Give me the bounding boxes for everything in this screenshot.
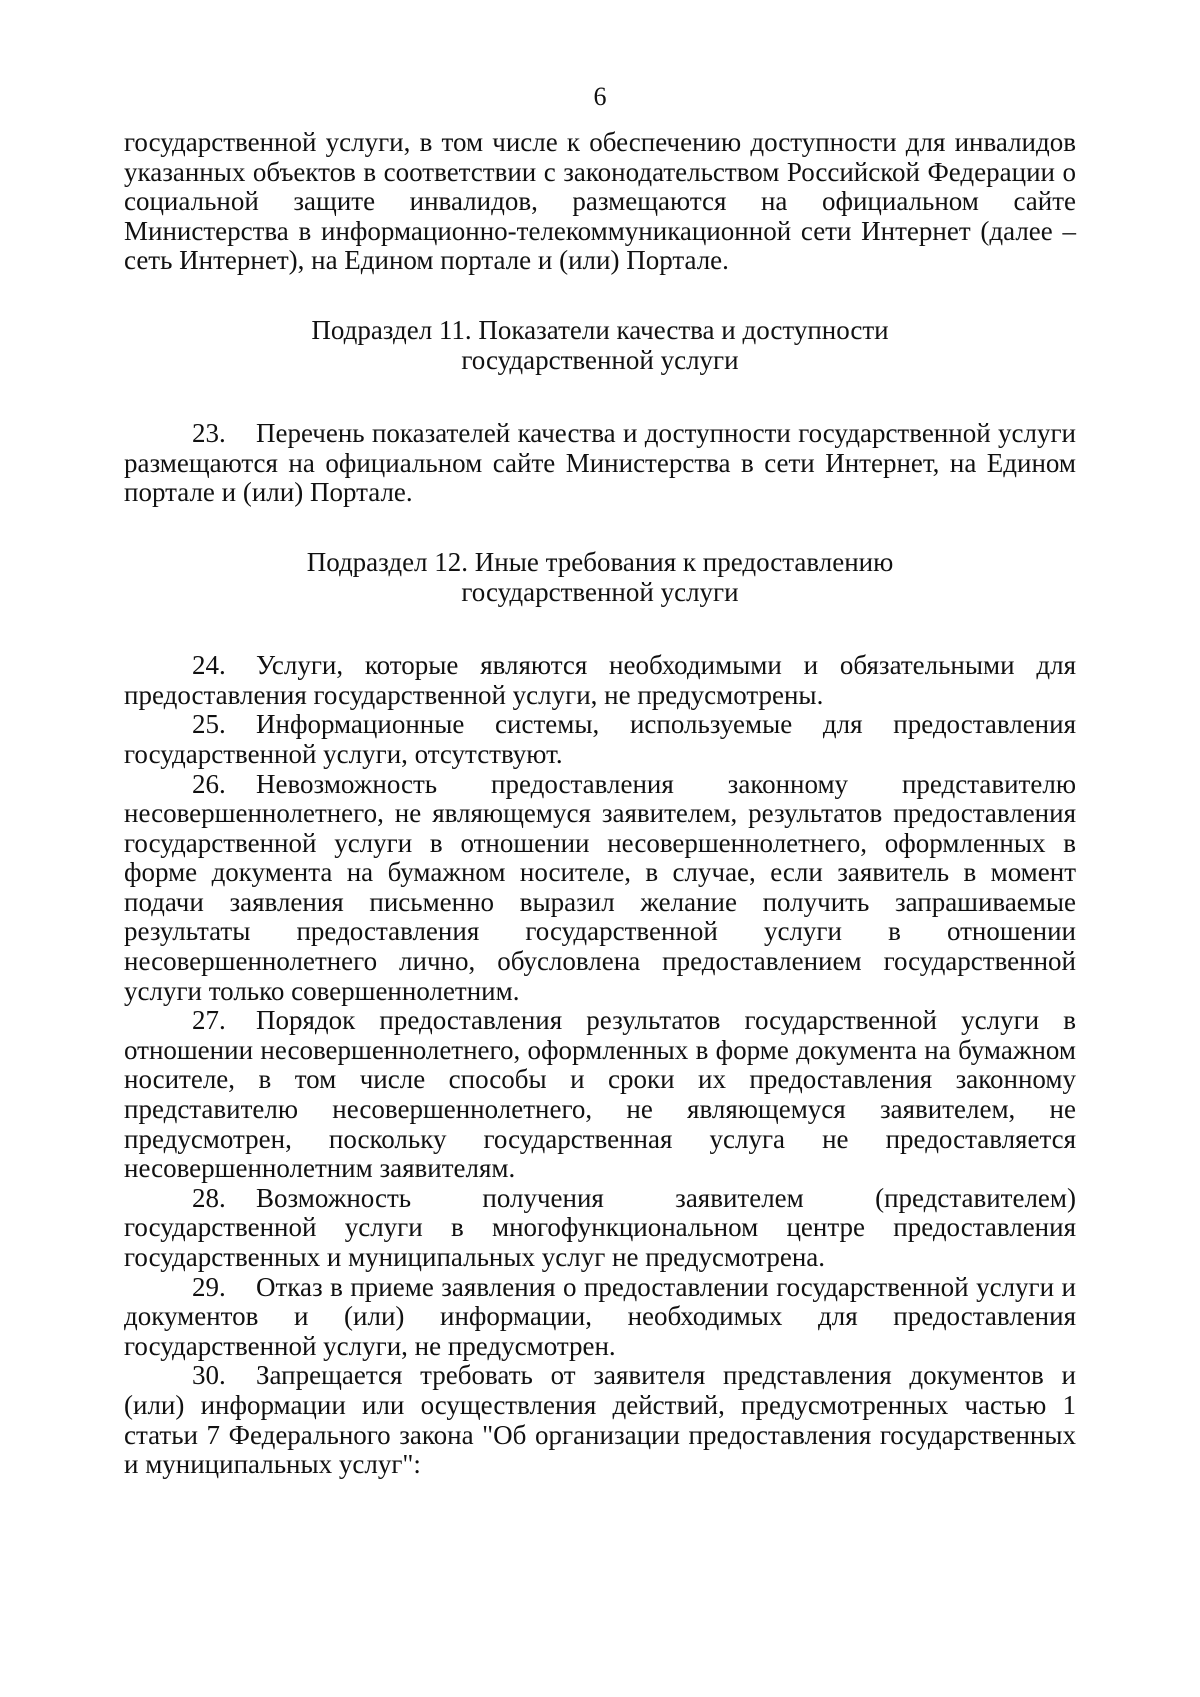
subsection-11-heading (124, 316, 1076, 375)
paragraph-number: 28. (192, 1182, 226, 1213)
subsection-12-heading (124, 548, 1076, 607)
paragraph-text: Перечень показателей качества и доступности государственной услуги размещаются на официальном сайте Министерства в сети Интернет, на Едином портале и (или) Портале. (124, 418, 1076, 508)
subsection-12-title: Подраздел 12. Иные требования к предоставлению (306, 546, 894, 577)
paragraph-number: 23. (192, 418, 226, 449)
paragraph-text: Порядок предоставления результатов государственной услуги в отношении несовершеннолетнего, оформленных в форме документа на бумажном носителе, в том числе способы и сроки их предоставления законному представителю несовершеннолетнего, не являющемуся заявителем, не предусмотрен, поскольку государственная услуга не предоставляется несовершеннолетним заявителям. (124, 1005, 1076, 1184)
paragraph-30 (124, 1361, 1076, 1479)
paragraph-26 (124, 770, 1076, 1007)
paragraph-28 (124, 1184, 1076, 1273)
document-body (124, 128, 1076, 1480)
paragraph-text: Услуги, которые являются необходимыми и обязательными для предоставления государственной услуги, не предусмотрены. (124, 650, 1076, 710)
intro-paragraph: государственной услуги, в том числе к обеспечению доступности для инвалидов указанных объектов в соответствии с законодательством Российской Федерации о социальной защите инвалидов, размещаются на официальном сайте Министерства в информационно-телекоммуникационной сети Интернет (далее – сеть Интернет), на Едином портале и (или) Портале. (124, 127, 1076, 276)
paragraph-text: Отказ в приеме заявления о предоставлении государственной услуги и документов и (или) информации, необходимых для предоставления государственной услуги, не предусмотрен. (124, 1271, 1076, 1361)
page-number: 6 (593, 82, 607, 111)
paragraph-text: Возможность получения заявителем (представителем) государственной услуги в многофункциональном центре предоставления государственных и муниципальных услуг не предусмотрена. (124, 1182, 1076, 1272)
paragraph-text: Запрещается требовать от заявителя представления документов и (или) информации или осуществления действий, предусмотренных частью 1 статьи 7 Федерального закона "Об организации предоставления государственных и муниципальных услуг": (124, 1360, 1076, 1480)
paragraph-number: 26. (192, 768, 226, 799)
paragraph-text: Информационные системы, используемые для предоставления государственной услуги, отсутствуют. (124, 709, 1076, 769)
paragraph-24 (124, 651, 1076, 710)
paragraph-text: Невозможность предоставления законному представителю несовершеннолетнего, не являющемуся заявителем, результатов предоставления государственной услуги в отношении несовершеннолетнего, оформленных в форме документа на бумажном носителе, в случае, если заявитель в момент подачи заявления письменно выразил желание получить запрашиваемые результаты предоставления государственной услуги в отношении несовершеннолетнего лично, обусловлена предоставлением государственной услуги только совершеннолетним. (124, 768, 1076, 1006)
paragraph-29 (124, 1273, 1076, 1362)
paragraph-number: 24. (192, 650, 226, 681)
subsection-12-subtitle: государственной услуги (461, 576, 739, 607)
subsection-11-subtitle: государственной услуги (461, 344, 739, 375)
paragraph-23 (124, 419, 1076, 508)
paragraph-27 (124, 1006, 1076, 1184)
paragraph-number: 25. (192, 709, 226, 740)
paragraph-25 (124, 710, 1076, 769)
paragraph-number: 30. (192, 1360, 226, 1391)
paragraph-number: 29. (192, 1271, 226, 1302)
subsection-11-title: Подраздел 11. Показатели качества и доступности (311, 314, 889, 345)
paragraph-number: 27. (192, 1005, 226, 1036)
